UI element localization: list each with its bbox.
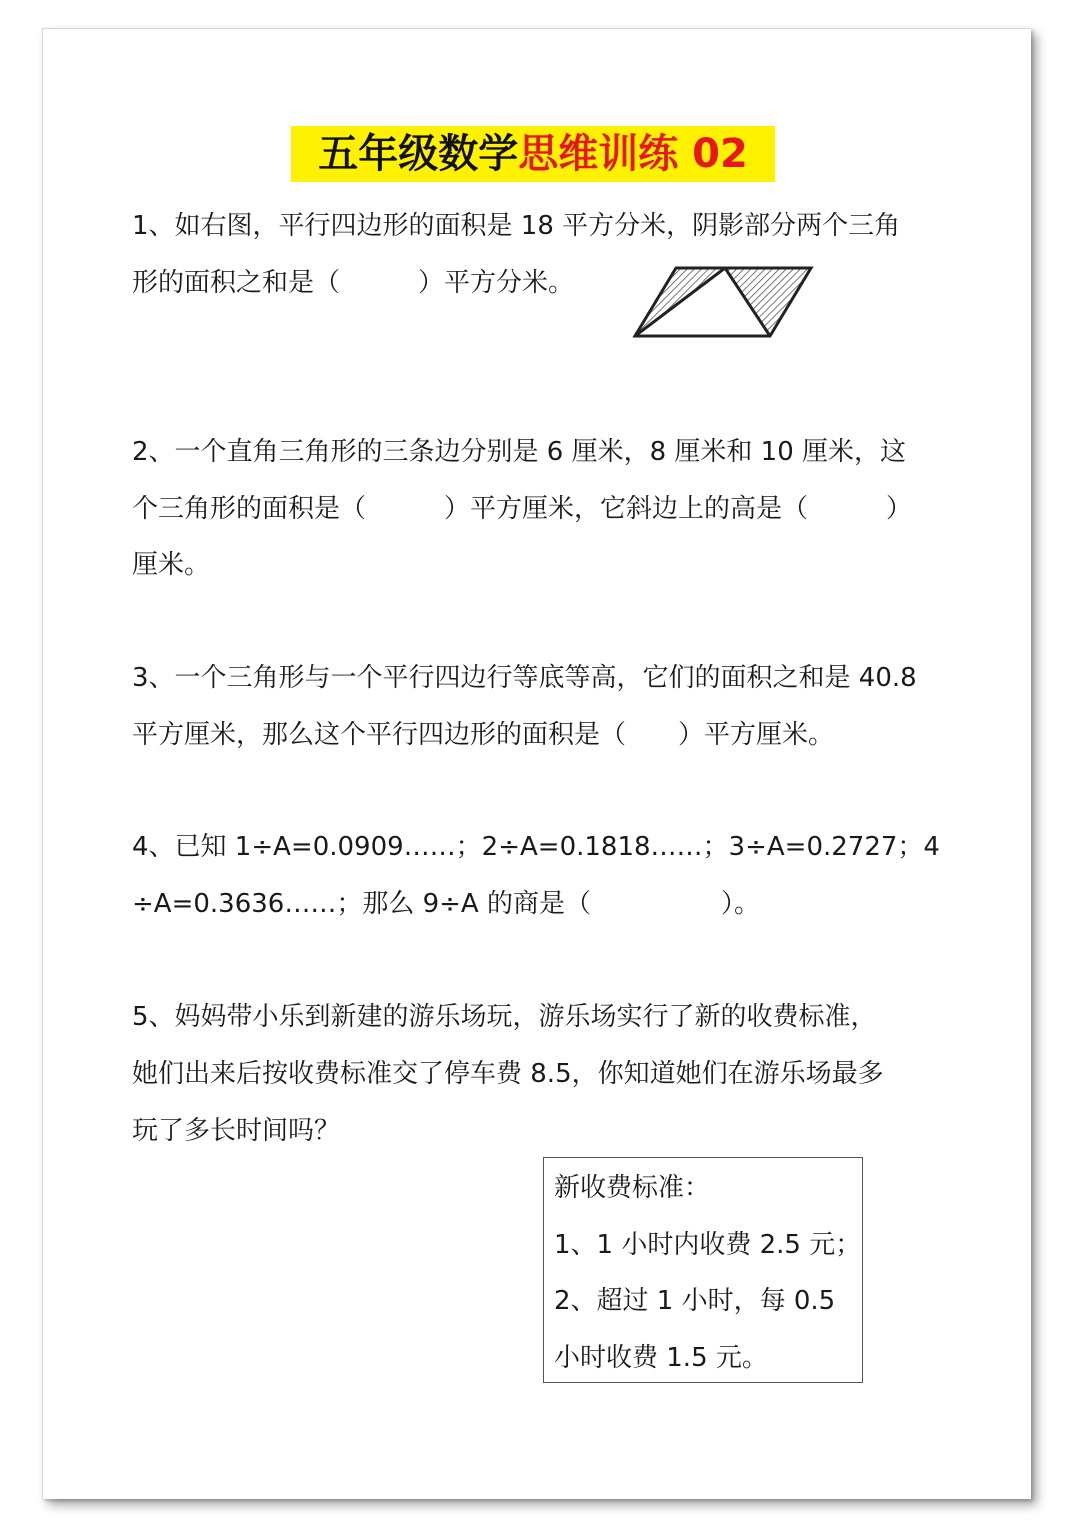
question-2-line-3: 厘米。 — [132, 550, 211, 580]
shaded-triangle-right — [725, 268, 811, 336]
fee-rule-2-line-1: 2、超过 1 小时，每 0.5 — [554, 1286, 836, 1316]
page-title — [291, 126, 775, 182]
worksheet-page — [42, 28, 1031, 1499]
title-highlight — [291, 126, 775, 182]
fee-standard-box — [543, 1157, 863, 1383]
question-5-line-3: 玩了多长时间吗？ — [132, 1116, 341, 1146]
question-1-line-2: 形的面积之和是（ ）平方分米。 — [132, 268, 575, 298]
fee-rule-2-line-2: 小时收费 1.5 元。 — [554, 1343, 768, 1373]
question-2-line-1: 2、一个直角三角形的三条边分别是 6 厘米，8 厘米和 10 厘米，这 — [132, 437, 907, 467]
title-black-part: 五年级数学 — [318, 131, 519, 177]
question-2-line-2: 个三角形的面积是（ ）平方厘米，它斜边上的高是（ ） — [132, 494, 913, 524]
question-4-line-2: ÷A=0.3636……；那么 9÷A 的商是（ ）。 — [132, 889, 760, 919]
question-3-line-1: 3、一个三角形与一个平行四边行等底等高，它们的面积之和是 40.8 — [132, 663, 917, 693]
question-5-line-2: 她们出来后按收费标准交了停车费 8.5，你知道她们在游乐场最多 — [132, 1059, 884, 1089]
question-5-line-1: 5、妈妈带小乐到新建的游乐场玩，游乐场实行了新的收费标准， — [132, 1002, 877, 1032]
question-4-line-1: 4、已知 1÷A=0.0909……；2÷A=0.1818……；3÷A=0.2727；4 — [132, 832, 940, 862]
title-red-part: 思维训练 02 — [518, 131, 748, 177]
parallelogram-shaded-triangles-icon — [630, 262, 816, 342]
fee-box-heading: 新收费标准： — [554, 1173, 711, 1203]
question-3-line-2: 平方厘米，那么这个平行四边形的面积是（ ）平方厘米。 — [132, 720, 835, 750]
question-1-line-1: 1、如右图，平行四边形的面积是 18 平方分米，阴影部分两个三角 — [132, 211, 901, 241]
fee-rule-1: 1、1 小时内收费 2.5 元； — [554, 1230, 862, 1260]
